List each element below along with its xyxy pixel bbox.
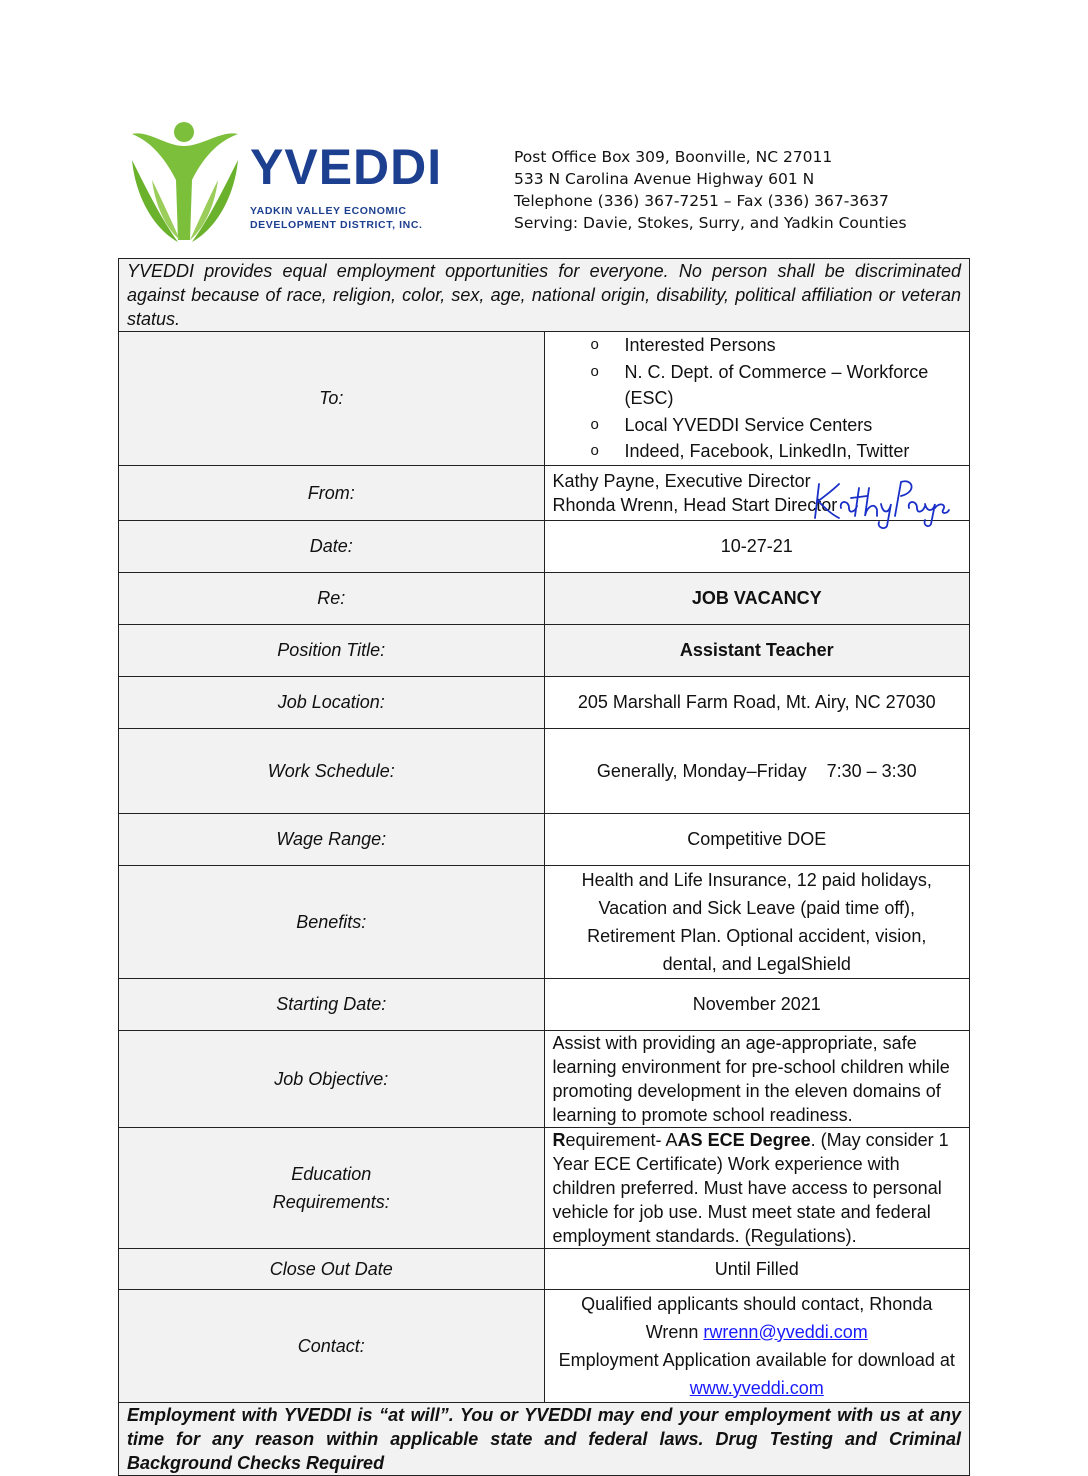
contact-row [119,1289,970,1402]
logo-figure-icon [126,120,244,245]
equal-opportunity-row [119,259,970,332]
from-value [544,465,970,520]
objective-row [119,1030,970,1127]
website-link[interactable]: www.yveddi.com [689,1377,824,1398]
location-value: 205 Marshall Farm Road, Mt. Airy, NC 27030 [544,676,970,728]
re-row [119,572,970,624]
bullet-icon: o [590,442,599,459]
to-row [119,332,970,466]
list-item [591,438,962,465]
application-text: Employment Application available for download at [558,1349,955,1370]
equal-opportunity-notice: YVEDDI provides equal employment opportunities for everyone. No person shall be discriminated against because of race, religion, color, sex, age, national origin, disability, political affiliation or veteran status. [119,259,970,332]
degree-bold: AS ECE Degree [677,1129,811,1150]
education-row [119,1127,970,1248]
address-block [514,146,907,234]
position-value: Assistant Teacher [544,624,970,676]
address-line: Post Office Box 309, Boonville, NC 27011 [514,148,833,166]
recipient-label: Indeed, Facebook, LinkedIn, Twitter [624,441,910,461]
job-vacancy-table [118,258,970,1476]
starting-row [119,978,970,1030]
from-label: From: [119,465,545,520]
at-will-row [119,1402,970,1475]
contact-value [544,1289,970,1402]
address-line: 533 N Carolina Avenue Highway 601 N [514,170,815,188]
closeout-value: Until Filled [544,1248,970,1289]
wage-value: Competitive DOE [544,813,970,865]
objective-label: Job Objective: [119,1030,545,1127]
from-row [119,465,970,520]
date-value: 10-27-21 [544,520,970,572]
closeout-label: Close Out Date [119,1248,545,1289]
re-value: JOB VACANCY [544,572,970,624]
logo-brand-text: YVEDDI [250,139,443,195]
yveddi-logo [126,120,456,245]
from-line1: Kathy Payne, Executive Director [552,470,811,491]
recipient-label: Local YVEDDI Service Centers [624,414,873,435]
recipient-label: Interested Persons [624,335,776,355]
requirement-bold-r: R [552,1129,566,1150]
at-will-notice: Employment with YVEDDI is “at will”. You or YVEDDI may end your employment with us at any time for any reason within applicable state and federal laws. Drug Testing and Criminal Background Checks Required [119,1402,970,1475]
logo-subtitle [250,204,423,232]
from-line2: Rhonda Wrenn, Head Start Director [552,494,838,515]
contact-line2 [553,1346,962,1402]
benefits-row [119,865,970,978]
requirement-text: equirement- A [565,1129,678,1150]
to-label: To: [119,332,545,466]
contact-label: Contact: [119,1289,545,1402]
wage-label: Wage Range: [119,813,545,865]
recipient-label: N. C. Dept. of Commerce – Workforce (ESC) [624,361,929,408]
email-link[interactable]: rwrenn@yveddi.com [703,1321,868,1342]
signature-image [811,474,951,530]
re-label: Re: [119,572,545,624]
requirement-details: . (May consider 1 Year ECE Certificate) Work experience with children preferred. Must have access to personal vehicle for job use. Must meet state and federal employment standards. (Regulations). [552,1129,949,1246]
benefits-value: Health and Life Insurance, 12 paid holidays, Vacation and Sick Leave (paid time off), Retirement Plan. Optional accident, vision, dental, and LegalShield [544,865,970,978]
position-row [119,624,970,676]
recipient-list [553,332,962,465]
benefits-label: Benefits: [119,865,545,978]
position-label: Position Title: [119,624,545,676]
objective-value: Assist with providing an age-appropriate, safe learning environment for pre-school children while promoting development in the eleven domains of learning to promote school readiness. [544,1030,970,1127]
education-label [119,1127,545,1248]
address-line: Telephone (336) 367-7251 – Fax (336) 367-3637 [514,192,889,210]
starting-value: November 2021 [544,978,970,1030]
contact-text: Qualified applicants should contact, Rhonda Wrenn [581,1293,933,1342]
logo-subtitle-line2: DEVELOPMENT DISTRICT, INC. [250,219,423,231]
list-item [591,332,962,359]
to-value [544,332,970,466]
education-label-line2: Requirements: [272,1191,390,1212]
bullet-icon: o [590,362,599,380]
schedule-label: Work Schedule: [119,728,545,813]
starting-label: Starting Date: [119,978,545,1030]
schedule-row [119,728,970,813]
location-row [119,676,970,728]
closeout-row [119,1248,970,1289]
list-item [591,412,962,439]
date-label: Date: [119,520,545,572]
wage-row [119,813,970,865]
bullet-icon: o [590,336,599,353]
contact-line1 [553,1290,962,1346]
list-item [591,359,962,412]
address-line: Serving: Davie, Stokes, Surry, and Yadkin Counties [514,214,907,232]
education-value [544,1127,970,1248]
schedule-value: Generally, Monday–Friday 7:30 – 3:30 [544,728,970,813]
logo-subtitle-line1: YADKIN VALLEY ECONOMIC [250,205,407,217]
education-label-line1: Education [291,1163,372,1184]
bullet-icon: o [590,415,599,433]
location-label: Job Location: [119,676,545,728]
